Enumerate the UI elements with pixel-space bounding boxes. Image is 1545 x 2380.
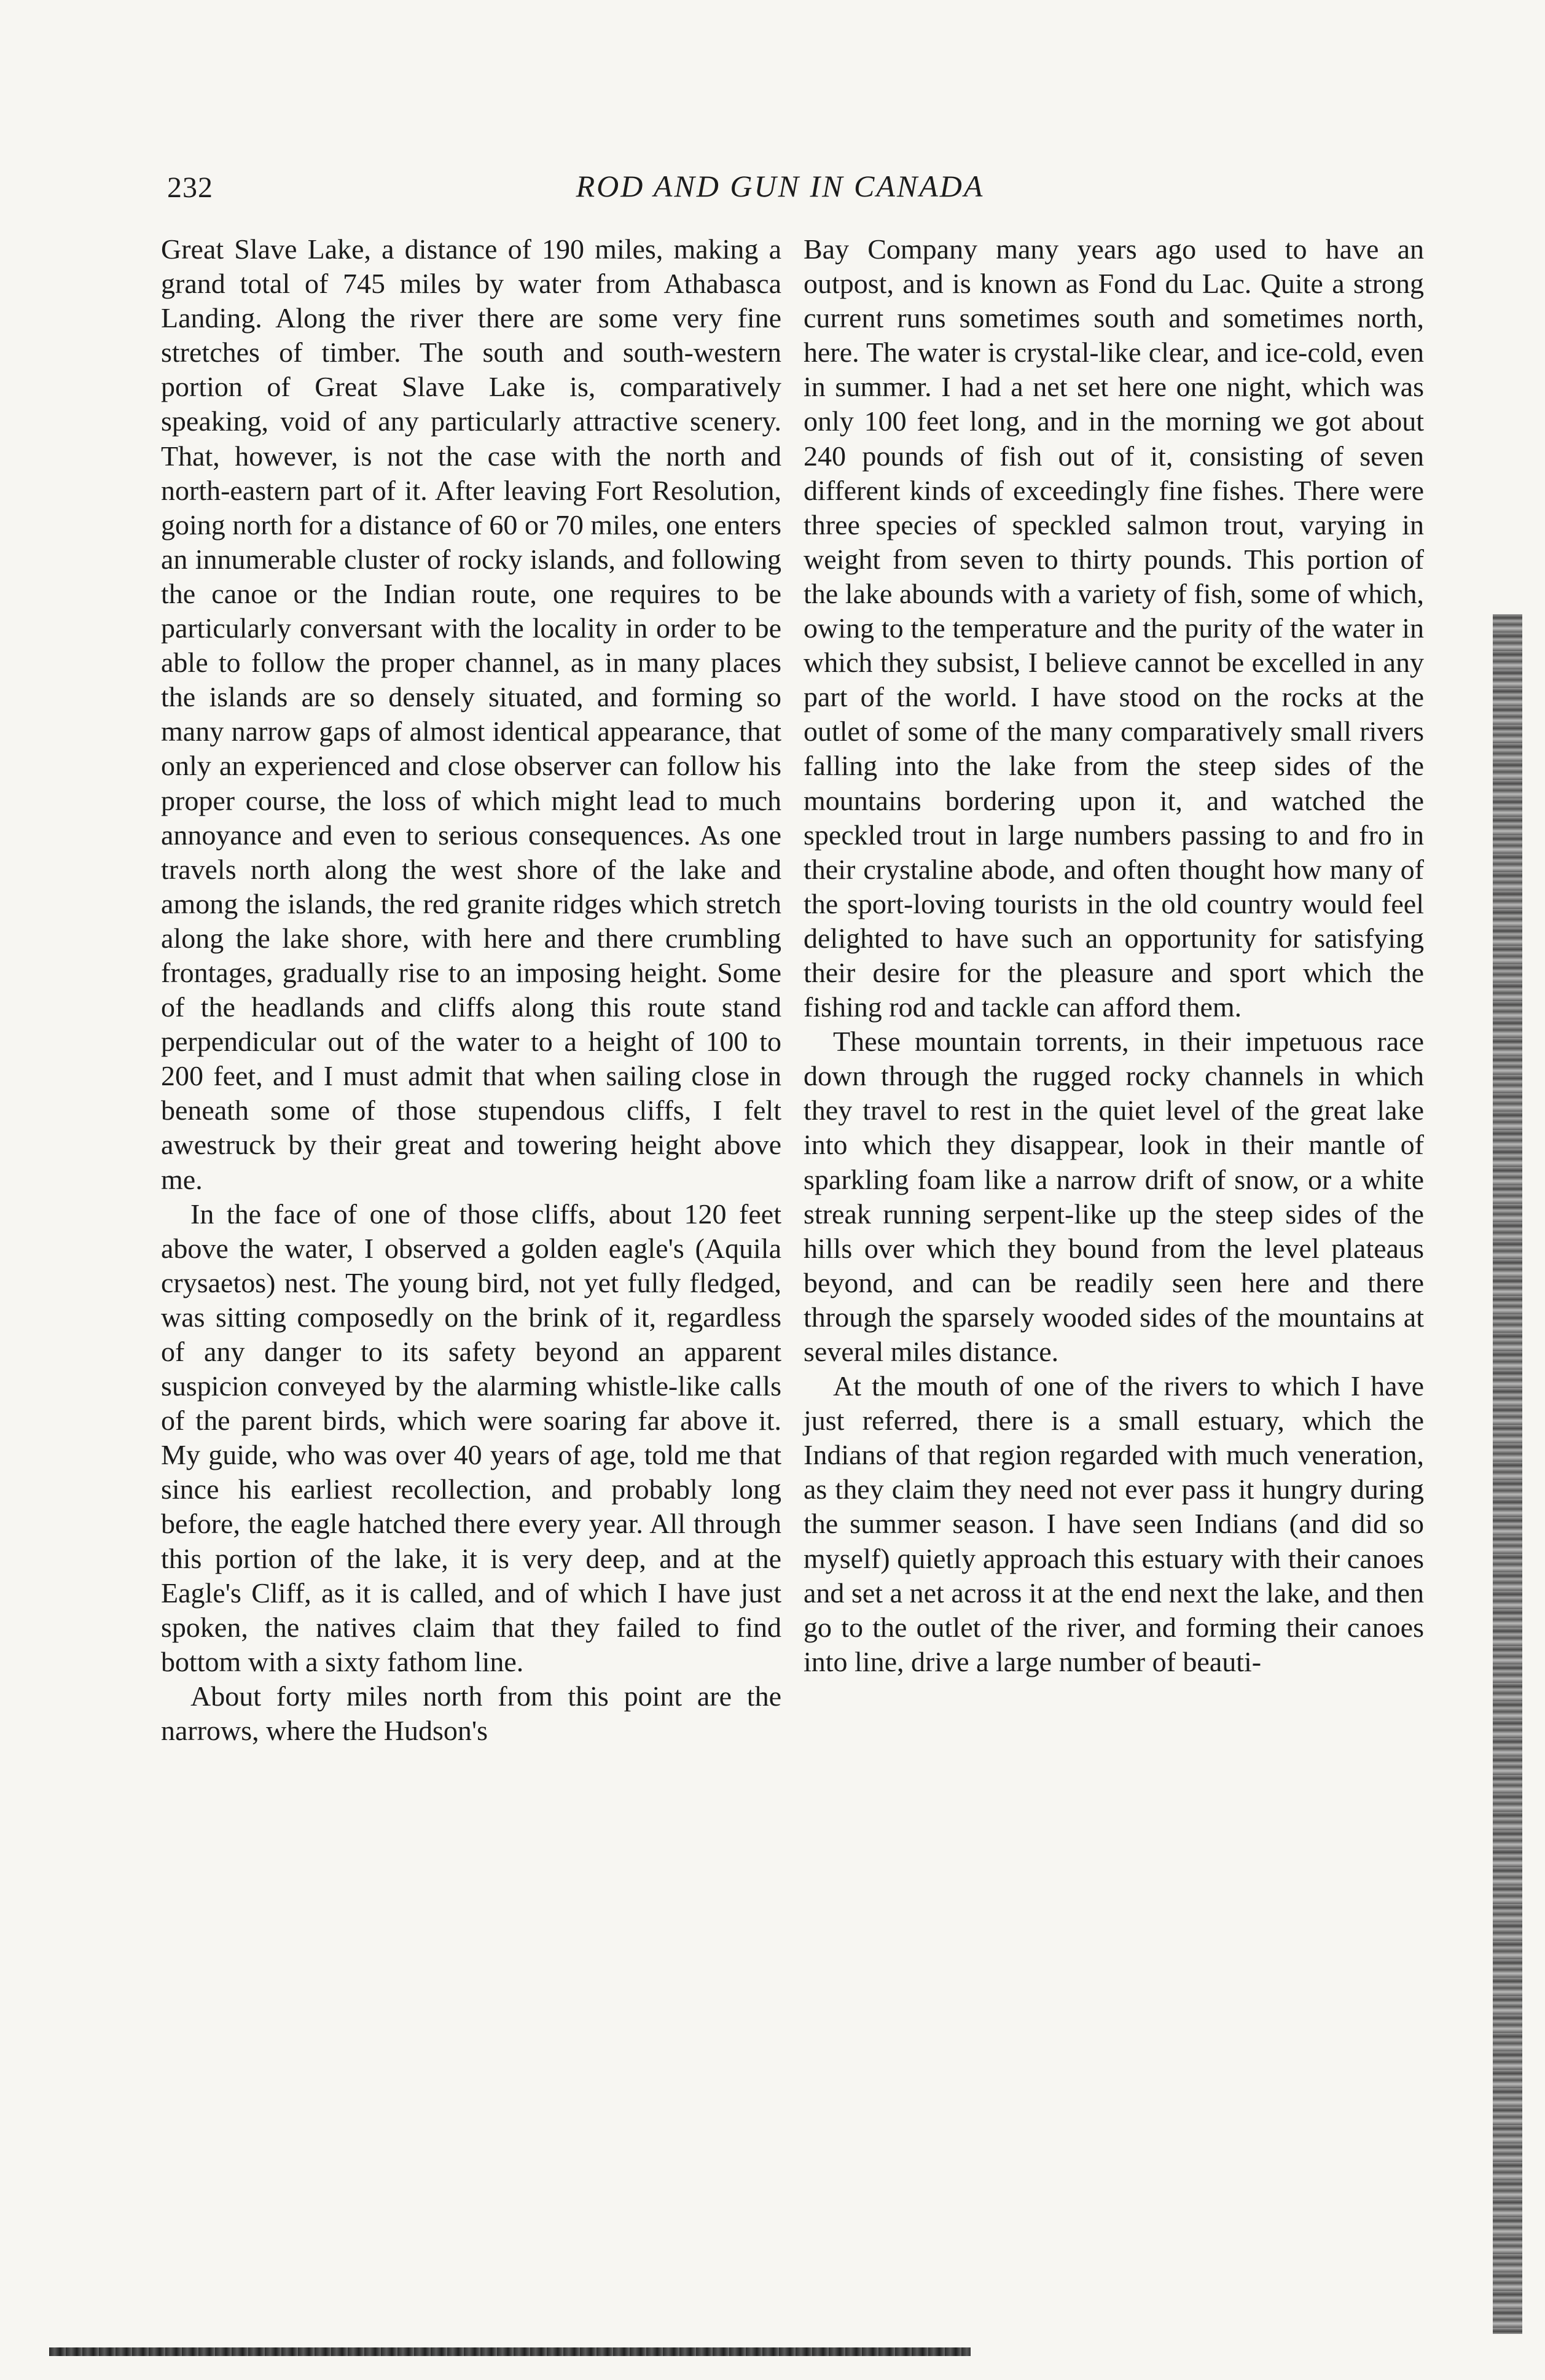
page-number: 232 — [167, 171, 213, 204]
scan-bottom-artifact — [49, 2347, 971, 2356]
right-column — [804, 232, 1424, 1679]
right-paragraph-3: At the mouth of one of the rivers to which I have just referred, there is a small estuary, which the Indians of that region regarded with much veneration, as they claim they need not ever pass it hungry during the summer season. I have seen Indians (and did so myself) quietly approach this estuary with their canoes and set a net across it at the end next the lake, and then go to the outlet of the river, and forming their canoes into line, drive a large number of beauti- — [804, 1370, 1424, 1677]
left-paragraph-1: Great Slave Lake, a distance of 190 miles, making a grand total of 745 miles by water from Athabasca Landing. Along the river there are some very fine stretches of timber. The south and south-western portion of Great Slave Lake is, comparatively speaking, void of any particularly attractive scenery. That, however, is not the case with the north and north-eastern part of it. After leaving Fort Resolution, going north for a distance of 60 or 70 miles, one enters an innumerable cluster of rocky islands, and following the canoe or the Indian route, one requires to be particularly conversant with the locality in order to be able to follow the proper channel, as in many places the islands are so densely situated, and forming so many narrow gaps of almost identical appearance, that only an experienced and close observer can follow his proper course, the loss of which might lead to much annoyance and even to serious consequences. As one travels north along the west shore of the lake and among the islands, the red granite ridges which stretch along the lake shore, with here and there crumbling frontages, gradually rise to an imposing height. Some of the headlands and cliffs along this route stand perpendicular out of the water to a height of 100 to 200 feet, and I must admit that when sailing close in beneath some of those stupendous cliffs, I felt awestruck by their great and towering height above me. — [161, 233, 781, 1195]
left-paragraph-2: In the face of one of those cliffs, about 120 feet above the water, I observed a golden eagle's (Aquila crysaetos) nest. The young bird, not yet fully fledged, was sitting composedly on the brink of it, regardless of any danger to its safety beyond an apparent suspicion conveyed by the alarming whistle-like calls of the parent birds, which were soaring far above it. My guide, who was over 40 years of age, told me that since his earliest recollection, and probably long before, the eagle hatched there every year. All through this portion of the lake, it is very deep, and at the Eagle's Cliff, as it is called, and of which I have just spoken, the natives claim that they failed to find bottom with a sixty fathom line. — [161, 1198, 781, 1677]
scan-edge-artifact — [1493, 614, 1522, 2334]
right-paragraph-2: These mountain torrents, in their impetuous race down through the rugged rocky channels in which they travel to rest in the quiet level of the great lake into which they disappear, look in their mantle of sparkling foam like a narrow drift of snow, or a white streak running serpent-like up the steep sides of the hills over which they bound from the level plateaus beyond, and can be readily seen here and there through the sparsely wooded sides of the mountains at several miles distance. — [804, 1026, 1424, 1367]
left-column — [161, 232, 781, 1748]
right-paragraph-1: Bay Company many years ago used to have an outpost, and is known as Fond du Lac. Quite a strong current runs sometimes south and sometimes north, here. The water is crystal-like clear, and ice-cold, even in summer. I had a net set here one night, which was only 100 feet long, and in the morning we got about 240 pounds of fish out of it, consisting of seven different kinds of exceedingly fine fishes. There were three species of speckled salmon trout, varying in weight from seven to thirty pounds. This portion of the lake abounds with a variety of fish, some of which, owing to the temperature and the purity of the water in which they subsist, I believe cannot be excelled in any part of the world. I have stood on the rocks at the outlet of some of the many comparatively small rivers falling into the lake from the steep sides of the mountains bordering upon it, and watched the speckled trout in large numbers passing to and fro in their crystaline abode, and often thought how many of the sport-loving tourists in the old country would feel delighted to have such an opportunity for satisfying their desire for the pleasure and sport which the fishing rod and tackle can afford them. — [804, 233, 1424, 1023]
running-title: ROD AND GUN IN CANADA — [576, 169, 985, 203]
left-paragraph-3: About forty miles north from this point are the narrows, where the Hudson's — [161, 1680, 781, 1747]
